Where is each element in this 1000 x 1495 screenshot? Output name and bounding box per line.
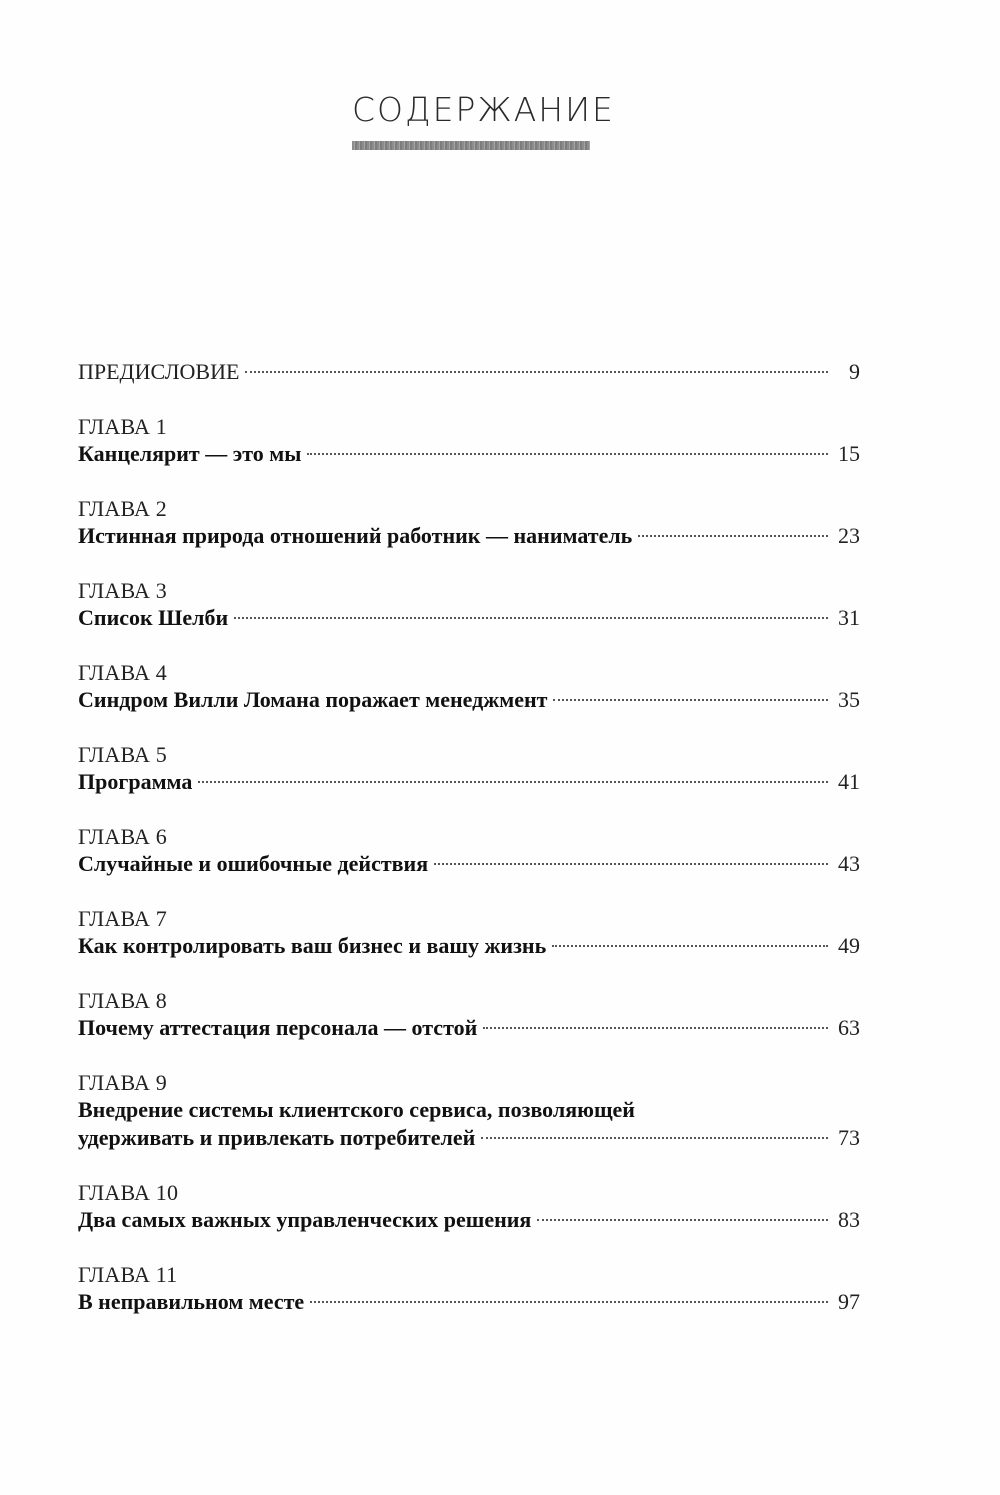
dot-leader bbox=[481, 1137, 828, 1139]
toc-entry-chapter-3[interactable] bbox=[78, 578, 860, 632]
dot-leader bbox=[434, 863, 828, 865]
toc-entry-title: Два самых важных управленческих решения bbox=[78, 1207, 532, 1232]
toc-page-number: 97 bbox=[838, 1289, 860, 1314]
chapter-label: ГЛАВА 5 bbox=[78, 742, 167, 767]
toc-entry-chapter-1[interactable] bbox=[78, 414, 860, 468]
chapter-label: ГЛАВА 7 bbox=[78, 906, 167, 931]
toc-row bbox=[78, 686, 860, 714]
dot-leader bbox=[537, 1219, 828, 1221]
chapter-label: ГЛАВА 4 bbox=[78, 660, 167, 685]
toc-row bbox=[78, 358, 860, 386]
toc-entry-chapter-5[interactable] bbox=[78, 742, 860, 796]
toc-page-number: 41 bbox=[838, 769, 860, 794]
toc-page-number: 43 bbox=[838, 851, 860, 876]
toc-row bbox=[78, 1124, 860, 1152]
dot-leader bbox=[483, 1027, 828, 1029]
toc-entry-title: В неправильном месте bbox=[78, 1289, 305, 1314]
page-title: СОДЕРЖАНИЕ bbox=[352, 90, 615, 129]
toc-entry-title: Программа bbox=[78, 769, 193, 794]
table-of-contents bbox=[78, 358, 860, 1316]
toc-entry-title: Истинная природа отношений работник — наниматель bbox=[78, 523, 633, 548]
toc-page-number: 31 bbox=[838, 605, 860, 630]
toc-row bbox=[78, 768, 860, 796]
chapter-label: ГЛАВА 1 bbox=[78, 414, 167, 439]
toc-row bbox=[78, 440, 860, 468]
toc-page-number: 73 bbox=[838, 1125, 860, 1150]
toc-entry-chapter-7[interactable] bbox=[78, 906, 860, 960]
dot-leader bbox=[198, 781, 828, 783]
toc-page-number: 15 bbox=[838, 441, 860, 466]
chapter-label: ГЛАВА 10 bbox=[78, 1180, 179, 1205]
title-underline-bar bbox=[352, 141, 590, 150]
toc-entry-title: Случайные и ошибочные действия bbox=[78, 851, 429, 876]
toc-entry-title: Синдром Вилли Ломана поражает менеджмент bbox=[78, 687, 548, 712]
toc-row bbox=[78, 1288, 860, 1316]
chapter-label: ГЛАВА 6 bbox=[78, 824, 167, 849]
toc-entry-chapter-4[interactable] bbox=[78, 660, 860, 714]
dot-leader bbox=[310, 1301, 828, 1303]
toc-page-number: 83 bbox=[838, 1207, 860, 1232]
toc-page-number: 49 bbox=[838, 933, 860, 958]
toc-entry-preface[interactable] bbox=[78, 358, 860, 386]
toc-entry-title: Почему аттестация персонала — отстой bbox=[78, 1015, 478, 1040]
toc-row bbox=[78, 1206, 860, 1234]
dot-leader bbox=[307, 453, 828, 455]
toc-row bbox=[78, 1014, 860, 1042]
chapter-label: ГЛАВА 9 bbox=[78, 1070, 167, 1095]
chapter-label: ГЛАВА 2 bbox=[78, 496, 167, 521]
toc-page-number: 35 bbox=[838, 687, 860, 712]
chapter-label: ГЛАВА 3 bbox=[78, 578, 167, 603]
toc-row bbox=[78, 850, 860, 878]
toc-entry-chapter-10[interactable] bbox=[78, 1180, 860, 1234]
toc-entry-chapter-9[interactable] bbox=[78, 1070, 860, 1152]
toc-entry-title-line-1: Внедрение системы клиентского сервиса, позволяющей bbox=[78, 1097, 635, 1122]
toc-entry-title: Канцелярит — это мы bbox=[78, 441, 302, 466]
toc-row bbox=[78, 932, 860, 960]
toc-page-number: 9 bbox=[849, 359, 860, 384]
dot-leader bbox=[552, 945, 828, 947]
dot-leader bbox=[245, 371, 828, 373]
toc-entry-chapter-2[interactable] bbox=[78, 496, 860, 550]
toc-entry-title: ПРЕДИСЛОВИЕ bbox=[78, 359, 240, 384]
toc-entry-title: удерживать и привлекать потребителей bbox=[78, 1125, 476, 1150]
toc-entry-chapter-11[interactable] bbox=[78, 1262, 860, 1316]
toc-page-number: 63 bbox=[838, 1015, 860, 1040]
dot-leader bbox=[234, 617, 828, 619]
toc-entry-title: Список Шелби bbox=[78, 605, 229, 630]
toc-page-number: 23 bbox=[838, 523, 860, 548]
toc-entry-chapter-6[interactable] bbox=[78, 824, 860, 878]
toc-entry-chapter-8[interactable] bbox=[78, 988, 860, 1042]
toc-entry-title: Как контролировать ваш бизнес и вашу жизнь bbox=[78, 933, 547, 958]
chapter-label: ГЛАВА 11 bbox=[78, 1262, 178, 1287]
toc-row bbox=[78, 604, 860, 632]
dot-leader bbox=[638, 535, 828, 537]
chapter-label: ГЛАВА 8 bbox=[78, 988, 167, 1013]
dot-leader bbox=[553, 699, 828, 701]
toc-row bbox=[78, 522, 860, 550]
